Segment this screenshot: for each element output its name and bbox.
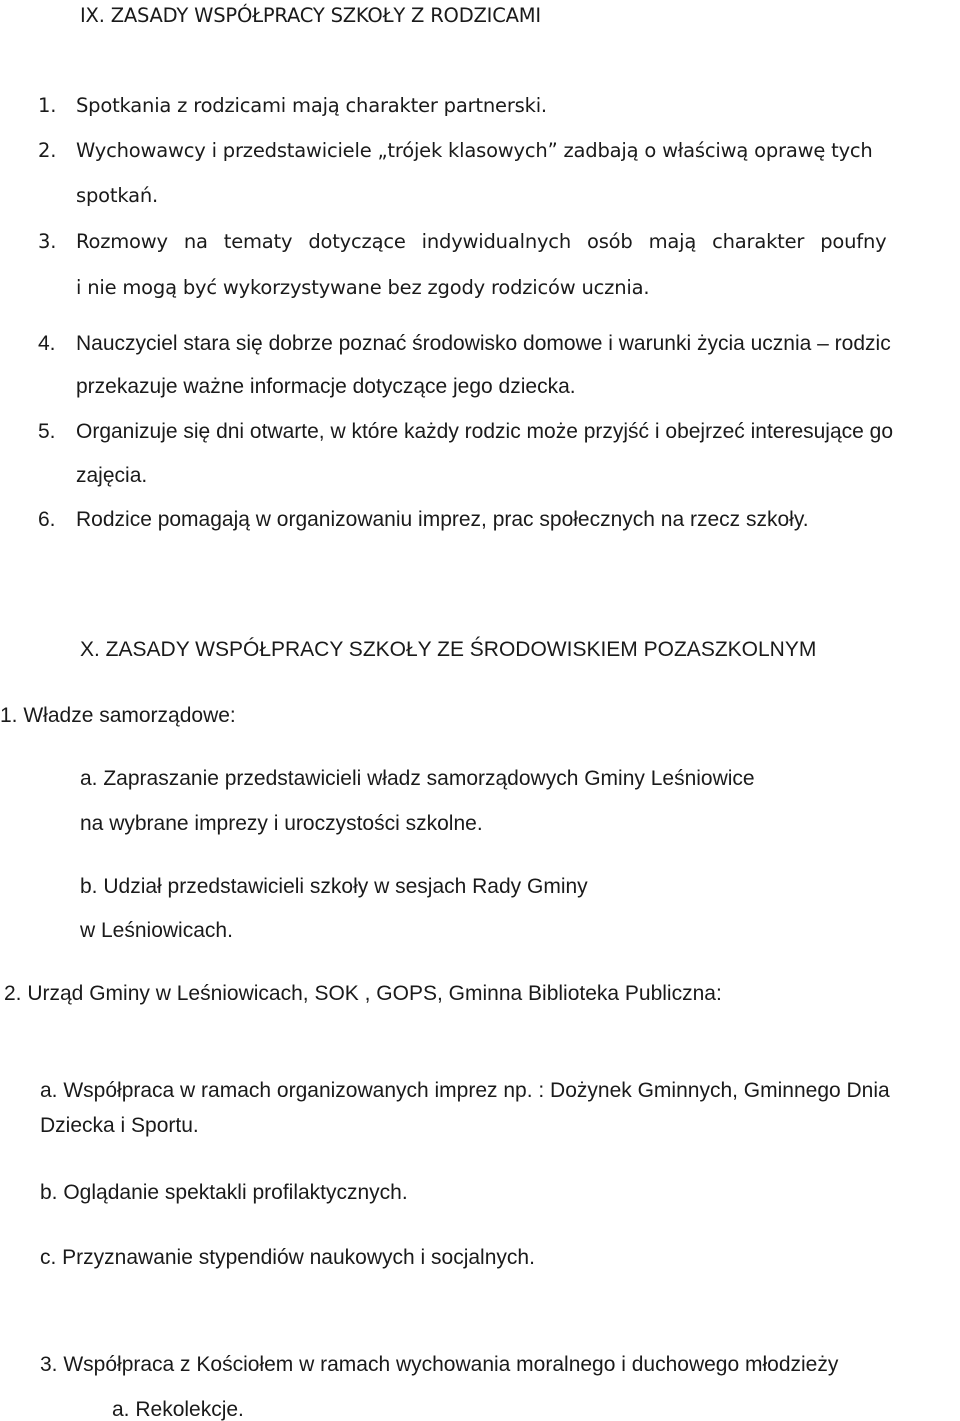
- list-item-continuation: i nie mogą być wykorzystywane bez zgody rodziców ucznia.: [76, 276, 650, 299]
- list-item: 6. Rodzice pomagają w organizowaniu imprez, prac społecznych na rzecz szkoły.: [38, 508, 809, 531]
- section-ix-heading: IX. ZASADY WSPÓŁPRACY SZKOŁY Z RODZICAMI: [80, 4, 541, 27]
- list-item: a. Rekolekcje.: [112, 1398, 244, 1421]
- section-x-heading: X. ZASADY WSPÓŁPRACY SZKOŁY ZE ŚRODOWISKIEM POZASZKOLNYM: [80, 638, 817, 661]
- list-item: a. Współpraca w ramach organizowanych imprez np. : Dożynek Gminnych, Gminnego Dnia: [40, 1079, 890, 1102]
- list-item-continuation: przekazuje ważne informacje dotyczące jego dziecka.: [76, 375, 576, 398]
- list-item-continuation: w Leśniowicach.: [80, 919, 233, 942]
- group-title-municipal-office: 2. Urząd Gminy w Leśniowicach, SOK , GOPS, Gminna Biblioteka Publiczna:: [4, 982, 722, 1005]
- list-item-continuation: Dziecka i Sportu.: [40, 1114, 199, 1137]
- list-item: b. Oglądanie spektakli profilaktycznych.: [40, 1181, 408, 1204]
- list-item: 3. Rozmowy na tematy dotyczące indywidualnych osób mają charakter poufny: [38, 230, 887, 253]
- list-item: a. Zapraszanie przedstawicieli władz samorządowych Gminy Leśniowice: [80, 767, 755, 790]
- list-item-continuation: spotkań.: [76, 184, 158, 207]
- list-item: 2. Wychowawcy i przedstawiciele „trójek klasowych” zadbają o właściwą oprawę tych: [38, 139, 873, 162]
- list-item: 4. Nauczyciel stara się dobrze poznać środowisko domowe i warunki życia ucznia – rodzic: [38, 332, 891, 355]
- list-item: c. Przyznawanie stypendiów naukowych i socjalnych.: [40, 1246, 535, 1269]
- group-title-local-government: 1. Władze samorządowe:: [0, 704, 236, 727]
- list-item: 1. Spotkania z rodzicami mają charakter partnerski.: [38, 94, 547, 117]
- list-item-continuation: zajęcia.: [76, 464, 148, 487]
- group-title-church: 3. Współpraca z Kościołem w ramach wychowania moralnego i duchowego młodzieży: [40, 1353, 839, 1376]
- list-item: b. Udział przedstawicieli szkoły w sesjach Rady Gminy: [80, 875, 588, 898]
- list-item-continuation: na wybrane imprezy i uroczystości szkolne.: [80, 812, 483, 835]
- list-item: 5. Organizuje się dni otwarte, w które każdy rodzic może przyjść i obejrzeć interesujące go: [38, 420, 894, 443]
